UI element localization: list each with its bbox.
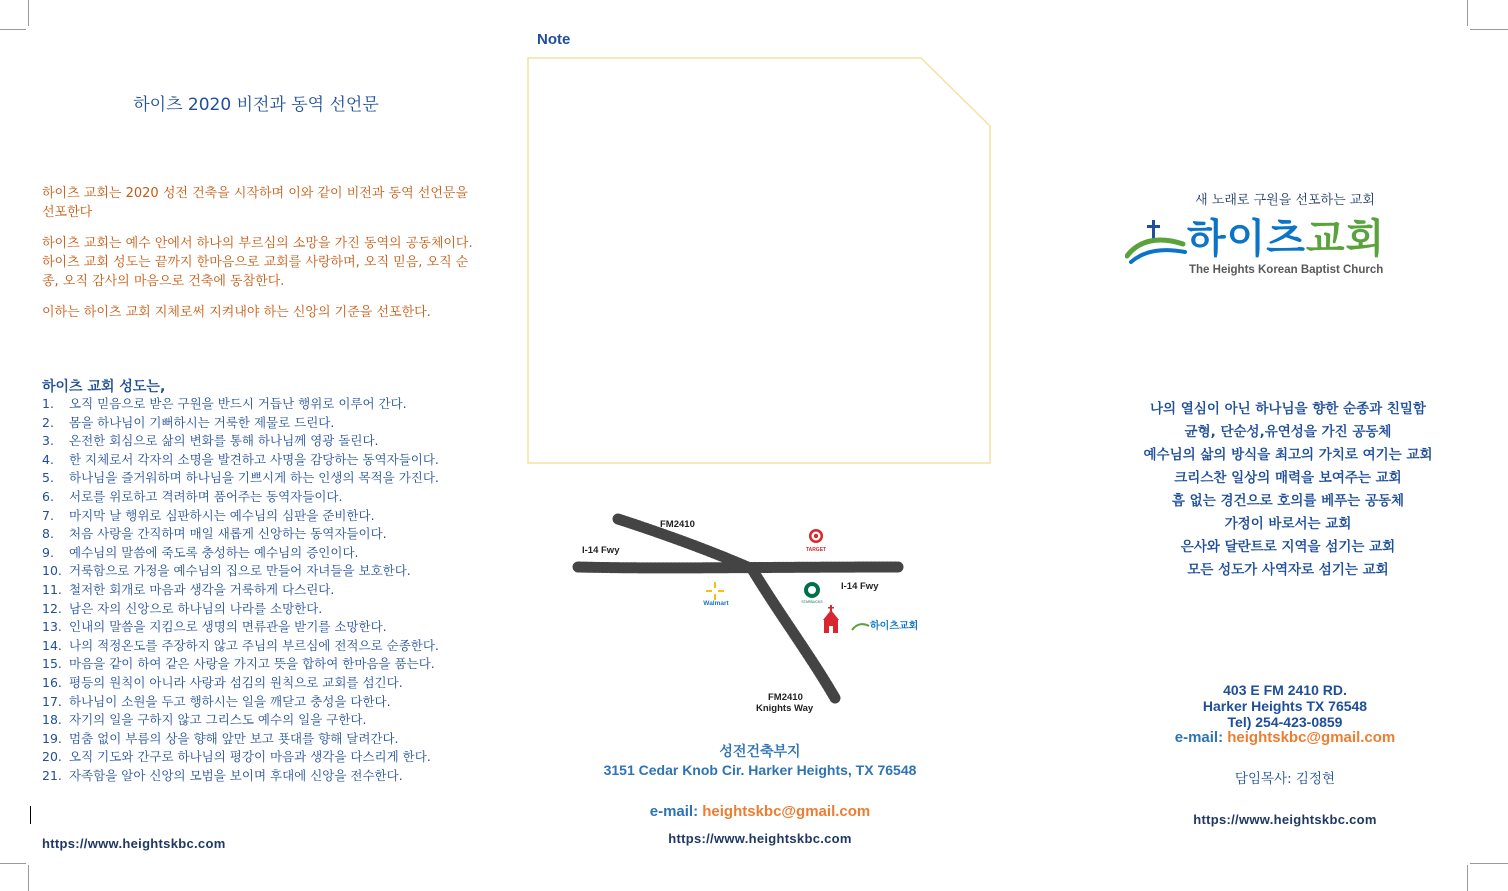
- starbucks-label: STARBUCKS: [801, 600, 823, 604]
- creed-item-text: 멈춤 없이 부름의 상을 향해 앞만 보고 푯대를 향해 달려간다.: [69, 730, 399, 746]
- creed-item-number: 12.: [42, 600, 62, 616]
- church-value-item: 흠 없는 경건으로 호의를 베푸는 공동체: [1171, 493, 1405, 509]
- crop-mark: [28, 865, 29, 891]
- creed-item: [42, 525, 512, 544]
- contact-block: [1130, 682, 1440, 746]
- creed-item: [42, 674, 512, 693]
- creed-item-number: 21.: [42, 767, 62, 783]
- text-cursor: [30, 806, 31, 824]
- note-label: Note: [537, 31, 571, 48]
- creed-item-number: 14.: [42, 637, 62, 653]
- church-tagline: 새 노래로 구원을 선포하는 교회: [1195, 193, 1375, 208]
- creed-item-number: 9.: [42, 544, 54, 560]
- creed-item: [42, 618, 512, 637]
- target-label: TARGET: [805, 547, 827, 553]
- church-building-icon: [823, 605, 839, 633]
- church-value-item: 예수님의 삶의 방식을 최고의 가치로 여기는 교회: [1143, 447, 1433, 463]
- creed-item-number: 10.: [42, 563, 62, 579]
- creed-item-text: 나의 적정온도를 주장하지 않고 주님의 부르심에 전적으로 순종한다.: [69, 637, 439, 653]
- creed-item-text: 처음 사랑을 간직하며 매일 새롭게 신앙하는 동역자들이다.: [69, 526, 387, 542]
- creed-item-text: 자기의 일을 구하지 않고 그리스도 예수의 일을 구한다.: [69, 712, 367, 728]
- creed-item-number: 1.: [42, 396, 54, 411]
- members-heading: 하이츠 교회 성도는,: [42, 379, 166, 395]
- creed-item: [42, 600, 512, 619]
- creed-item-text: 마지막 날 행위로 심판하시는 예수님의 심판을 준비한다.: [69, 507, 375, 523]
- note-box: [520, 50, 1000, 470]
- website-link[interactable]: https://www.heightskbc.com: [668, 831, 852, 846]
- creed-item: [42, 451, 512, 470]
- creed-item: [42, 432, 512, 451]
- email-prefix: e-mail:: [1174, 729, 1228, 746]
- svg-text:하이츠교회: 하이츠교회: [870, 621, 919, 632]
- creed-item-text: 평등의 원칙이 아니라 사랑과 섬김의 원칙으로 교회를 섬긴다.: [69, 674, 403, 690]
- creed-item-number: 2.: [42, 414, 54, 430]
- creed-item-text: 한 지체로서 각자의 소명을 발견하고 사명을 감당하는 동역자들이다.: [69, 451, 439, 467]
- church-name-english: The Heights Korean Baptist Church: [1189, 264, 1384, 276]
- email-prefix: e-mail:: [649, 803, 703, 820]
- creed-item: [42, 730, 512, 749]
- address-line: Harker Heights TX 76548: [1202, 698, 1368, 714]
- creed-item: [42, 581, 512, 600]
- creed-item-text: 자족함을 알아 신앙의 모범을 보이며 후대에 신앙을 전수한다.: [69, 767, 403, 783]
- crop-mark: [1470, 863, 1508, 864]
- creed-item: [42, 711, 512, 730]
- church-name-korean: [1187, 217, 1385, 261]
- creed-item-number: 20.: [42, 749, 62, 765]
- creed-item: [42, 562, 512, 581]
- target-icon: [809, 529, 823, 543]
- creed-item-number: 15.: [42, 656, 62, 672]
- crop-mark: [0, 29, 26, 30]
- creed-item: [42, 748, 512, 767]
- starbucks-icon: [804, 582, 820, 598]
- church-value-item: 은사와 달란트로 지역을 섬기는 교회: [1180, 539, 1396, 555]
- creed-item-number: 7.: [42, 507, 54, 523]
- crop-mark: [28, 0, 29, 26]
- creed-item: [42, 767, 512, 786]
- church-name-green: 교회: [1305, 216, 1386, 262]
- creed-item-text: 하나님을 즐거워하며 하나님을 기쁘시게 하는 인생의 목적을 가진다.: [69, 470, 439, 486]
- church-name-blue: 하이츠: [1187, 216, 1306, 262]
- church-value-item: 가정이 바로서는 교회: [1224, 516, 1352, 532]
- creed-item-text: 오직 믿음으로 받은 구원을 반드시 거듭난 행위로 이루어 간다.: [69, 396, 407, 411]
- creed-item-number: 11.: [42, 581, 62, 597]
- creed-item: [42, 414, 512, 433]
- creed-item-text: 오직 기도와 간구로 하나님의 평강이 마음과 생각을 다스리게 한다.: [69, 749, 431, 765]
- email-link[interactable]: heightskbc@gmail.com: [1227, 729, 1396, 746]
- road-label-i14-right: I-14 Fwy: [841, 581, 879, 592]
- intro-paragraph: 이하는 하이츠 교회 지체로써 지켜내야 하는 신앙의 기준을 선포한다.: [42, 305, 431, 320]
- church-value-item: 나의 열심이 아닌 하나님을 향한 순종과 친밀함: [1150, 401, 1426, 417]
- crop-mark: [1467, 0, 1468, 26]
- creed-item-text: 예수님의 말씀에 죽도록 충성하는 예수님의 증인이다.: [69, 544, 359, 560]
- vision-title: 하이츠 2020 비전과 동역 선언문: [133, 95, 379, 115]
- creed-item-text: 온전한 회심으로 삶의 변화를 통해 하나님께 영광 돌린다.: [69, 433, 379, 449]
- website-link[interactable]: https://www.heightskbc.com: [1193, 812, 1377, 827]
- creed-item: [42, 469, 512, 488]
- creed-item-text: 마음을 같이 하여 같은 사랑을 가지고 뜻을 합하여 한마음을 품는다.: [69, 656, 435, 672]
- creed-item-text: 남은 자의 신앙으로 하나님의 나라를 소망한다.: [69, 600, 323, 616]
- creed-item-number: 8.: [42, 526, 54, 542]
- road-label-i14-left: I-14 Fwy: [582, 545, 620, 556]
- intro-paragraph: 하이츠 교회는 2020 성전 건축을 시작하며 이와 같이 비전과 동역 선언문을 선포한다: [42, 186, 469, 220]
- church-logo-icon: [1125, 218, 1189, 268]
- creed-item-number: 16.: [42, 674, 62, 690]
- pastor-name: 담임목사: 김정현: [1234, 771, 1336, 787]
- church-mini-logo: [852, 619, 918, 632]
- church-values-list: [1120, 398, 1456, 582]
- address-line: 403 E FM 2410 RD.: [1223, 682, 1347, 698]
- creed-item-text: 인내의 말씀을 지킴으로 생명의 면류관을 받기를 소망한다.: [69, 619, 387, 635]
- email-link[interactable]: heightskbc@gmail.com: [702, 803, 871, 820]
- creed-item-number: 13.: [42, 619, 62, 635]
- crop-mark: [1467, 865, 1468, 891]
- construction-site-label: 성전건축부지: [719, 744, 801, 760]
- location-map: [560, 505, 960, 720]
- road-fm2410: [618, 519, 835, 698]
- creed-item: [42, 655, 512, 674]
- creed-list: [42, 395, 512, 785]
- creed-item-text: 하나님이 소원을 두고 행하시는 일을 깨닫고 충성을 다한다.: [69, 693, 391, 709]
- creed-item-text: 서로를 위로하고 격려하며 품어주는 동역자들이다.: [69, 488, 343, 504]
- road-label-fm2410-bottom: FM2410: [768, 692, 803, 703]
- creed-item-number: 6.: [42, 488, 54, 504]
- creed-item-text: 거룩함으로 가정을 예수님의 집으로 만들어 자녀들을 보호한다.: [69, 563, 411, 579]
- church-value-item: 모든 성도가 사역자로 섬기는 교회: [1187, 562, 1389, 578]
- walmart-label: Walmart: [703, 600, 729, 607]
- crop-mark: [1470, 29, 1508, 30]
- intro-paragraph: 하이츠 교회는 예수 안에서 하나의 부르심의 소망을 가진 동역의 공동체이다. 하이츠 교회 성도는 끝까지 한마음으로 교회를 사랑하며, 오직 믿음, 오직 순종, 오직 감사의 마음으로 건축에 동참한다.: [42, 236, 473, 289]
- creed-item: [42, 544, 512, 563]
- creed-item-number: 18.: [42, 712, 62, 728]
- creed-item-number: 3.: [42, 433, 54, 449]
- creed-item-number: 4.: [42, 451, 54, 467]
- creed-item: [42, 488, 512, 507]
- road-label-knights-way: Knights Way: [756, 703, 814, 714]
- creed-item: [42, 507, 512, 526]
- creed-item: [42, 637, 512, 656]
- church-value-item: 크리스찬 일상의 매력을 보여주는 교회: [1174, 470, 1402, 486]
- church-value-item: 균형, 단순성,유연성을 가진 공동체: [1184, 424, 1392, 440]
- creed-item: [42, 693, 512, 712]
- email-line: [1130, 730, 1440, 746]
- creed-item-text: 몸을 하나님이 기뻐하시는 거룩한 제물로 드린다.: [69, 414, 335, 430]
- creed-item: [42, 395, 512, 414]
- creed-item-text: 철저한 회개로 마음과 생각을 거룩하게 다스린다.: [69, 581, 335, 597]
- road-label-fm2410-top: FM2410: [660, 519, 695, 530]
- construction-site-address: 3151 Cedar Knob Cir. Harker Heights, TX 76548: [603, 762, 917, 778]
- creed-item-number: 17.: [42, 693, 62, 709]
- website-link[interactable]: https://www.heightskbc.com: [42, 836, 226, 851]
- email-line: [520, 803, 1000, 820]
- creed-item-number: 19.: [42, 730, 62, 746]
- walmart-icon: [706, 582, 724, 600]
- creed-item-number: 5.: [42, 470, 54, 486]
- crop-mark: [0, 863, 26, 864]
- phone-number: Tel) 254-423-0859: [1227, 714, 1343, 730]
